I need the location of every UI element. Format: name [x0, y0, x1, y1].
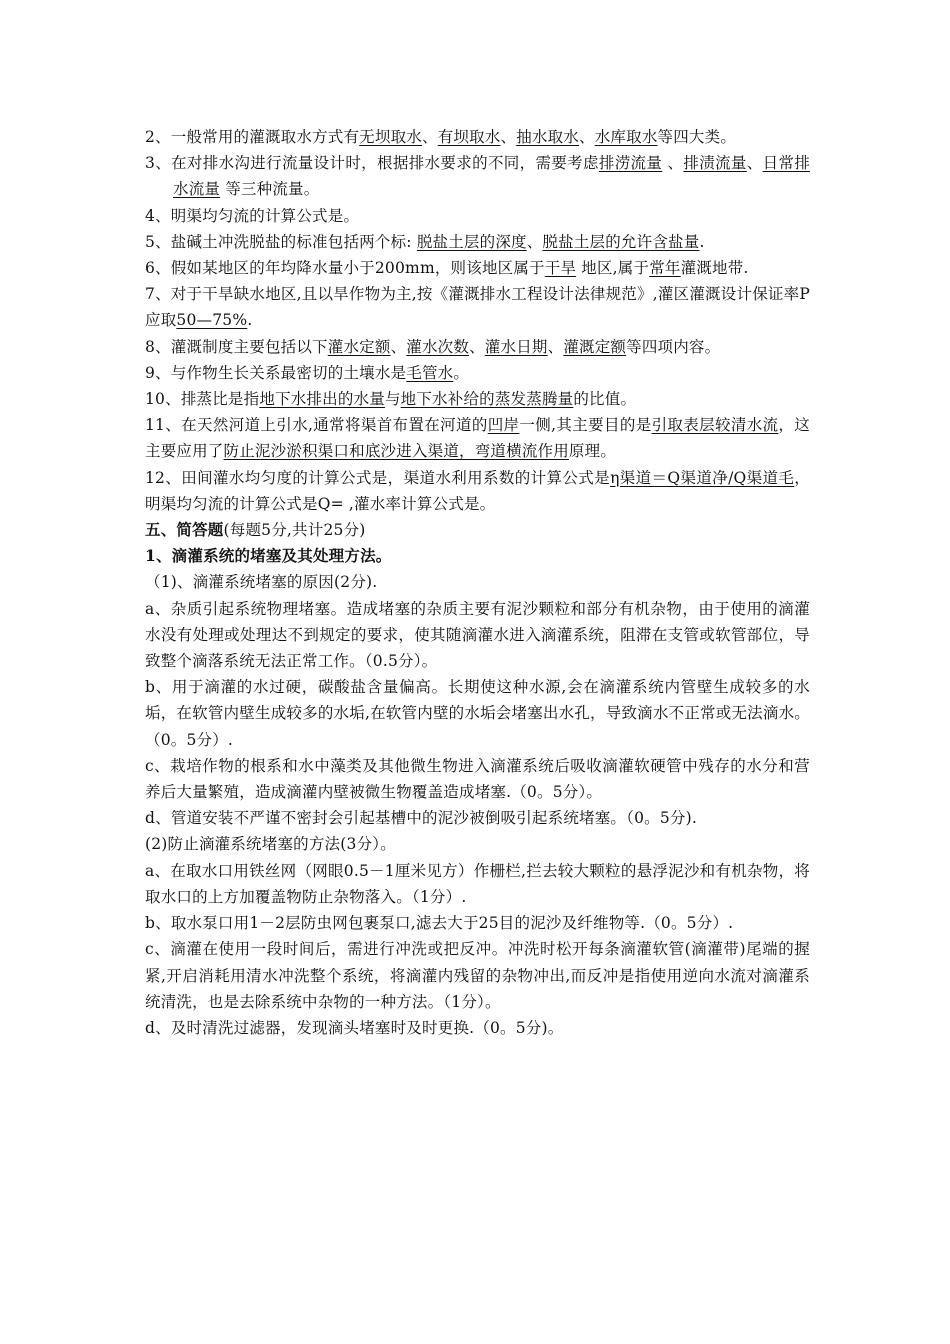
answer-blank: 排渍流量: [683, 154, 747, 173]
question-text: 4、明渠均匀流的计算公式是。: [145, 206, 360, 225]
question-text: .: [247, 311, 253, 330]
question-text: 一侧,其主要目的是: [519, 416, 652, 435]
section-five-title: 五、简答题: [145, 520, 224, 540]
question-text: 等三种流量。: [220, 180, 320, 199]
section-five-note: (每题5分,共计25分): [223, 521, 366, 540]
answer-blank: 50—75%: [176, 311, 248, 330]
answer-blank: 地下水补给的蒸发蒸腾量: [400, 390, 574, 409]
question-text: 11、在天然河道上引水,通常将渠首布置在河道的: [145, 416, 488, 435]
question-text: 8、灌溉制度主要包括以下: [145, 337, 328, 356]
q1-method-d: d、及时清洗过滤器，发现滴头堵塞时及时更换.（0。5分)。: [145, 1018, 564, 1037]
question-text: 原理。: [568, 442, 617, 461]
fill-in-item-q11: [145, 412, 810, 464]
answer-blank: η渠道＝Q渠道净/Q渠道毛: [610, 468, 795, 487]
q1-method-a: a、在取水口用铁丝网（网眼0.5－1厘米见方）作栅栏,拦去较大颗粒的悬浮泥沙和有机杂物，将取水口的上方加覆盖物防止杂物落入。（1分）.: [145, 861, 810, 906]
answer-blank: 脱盐土层的深度: [416, 232, 527, 251]
q1-method-heading: (2)防止滴灌系统堵塞的方法(3分）。: [145, 835, 396, 854]
q1-method-b: b、取水泵口用1－2层防虫网包裹泵口,滤去大于25目的泥沙及纤维物等.（0。5分）.: [145, 914, 734, 933]
question-text: 、: [579, 128, 595, 146]
fill-in-item-q6: [145, 255, 810, 281]
section-five-heading: [145, 517, 810, 543]
question-text: 5、盐碱土冲洗脱盐的标准包括两个标:: [145, 232, 417, 251]
q1-method-c: c、滴灌在使用一段时间后，需进行冲洗或把反冲。冲洗时松开每条滴灌软管(滴灌带)尾端的握紧,开启消耗用清水冲洗整个系统，将滴灌内残留的杂物冲出,而反冲是指使用逆向水流对滴灌系统清洗，也是去除系统中杂物的一种方法。（1分）。: [145, 940, 810, 1011]
question-text: 6、假如某地区的年均降水量小于200mm，则该地区属于: [145, 259, 545, 278]
answer-blank: 水库取水: [594, 128, 658, 146]
question-text: 地区,属于: [576, 259, 650, 278]
answer-blank: 抽水取水: [516, 128, 580, 146]
answer-blank: 毛管水: [406, 363, 454, 382]
question-text: 等四大类。: [657, 128, 737, 146]
answer-blank: 灌水次数: [406, 337, 470, 356]
fill-in-item-q4: [145, 203, 810, 229]
question-text: 10、排蒸比是指: [145, 390, 260, 409]
question-text: 、: [526, 232, 543, 251]
answer-blank: 灌水日期: [484, 337, 548, 356]
question-text: 12、田间灌水均匀度的计算公式是，渠道水利用系数的计算公式是: [145, 468, 611, 487]
answer-blank: 有坝取水: [437, 128, 501, 146]
question-text: 、: [547, 337, 564, 356]
question-text: 3、在对排水沟进行流量设计时，根据排水要求的不同，需要考虑: [145, 154, 599, 173]
question-text: 。: [453, 363, 470, 382]
answer-blank: 引取表层较清水流: [651, 416, 779, 435]
q1-cause-heading: （1)、滴灌系统堵塞的原因(2分).: [145, 573, 378, 592]
question-text: 、: [662, 154, 684, 173]
q1-cause-d: d、管道安装不严谨不密封会引起基槽中的泥沙被倒吸引起系统堵塞。（0。5分).: [145, 809, 697, 828]
fill-in-section: [145, 124, 810, 517]
question-text: 等四项内容。: [626, 337, 721, 356]
fill-in-item-q3: [145, 150, 810, 202]
q1-cause-c: c、栽培作物的根系和水中藻类及其他微生物进入滴灌系统后吸收滴灌软硬管中残存的水分和营养后大量繁殖，造成滴灌内壁被微生物覆盖造成堵塞.（0。5分）。: [145, 756, 810, 802]
question-text: 的比值。: [573, 390, 637, 409]
question-text: 灌溉地带.: [680, 259, 749, 278]
fill-in-item-q7: [145, 281, 810, 333]
fill-in-item-q9: [145, 360, 810, 386]
question-text: ，明渠均匀流的计算公式是Q= ,灌水率计算公式是。: [145, 468, 810, 513]
answer-blank: 无坝取水: [359, 128, 422, 146]
q1-cause-a: a、杂质引起系统物理堵塞。造成堵塞的杂质主要有泥沙颗粒和部分有机杂物，由于使用的滴灌水没有处理或处理达不到规定的要求，使其随滴灌水进入滴灌系统，阻滞在支管或软管部位，导致整个滴落系统无法正常工作。（0.5分）。: [145, 599, 810, 671]
question-text: 、: [390, 337, 407, 356]
answer-blank: 日常排水流量: [173, 154, 811, 199]
fill-in-item-q10: [145, 386, 810, 412]
question-text: .: [699, 232, 705, 251]
answer-blank: 干旱: [544, 259, 577, 278]
document-page: [145, 124, 810, 1041]
fill-in-item-q8: [145, 334, 810, 360]
answer-blank: 灌水定额: [327, 337, 391, 356]
question-text: 、: [746, 154, 763, 173]
answer-blank: 凹岸: [487, 416, 520, 435]
fill-in-item-q2: [145, 124, 810, 150]
question-one-title: 1、滴灌系统的堵塞及其处理方法。: [145, 546, 392, 566]
question-text: 、: [421, 128, 438, 146]
fill-in-item-q12: [145, 465, 810, 517]
question-text: 9、与作物生长关系最密切的土壤水是: [145, 363, 407, 382]
answer-blank: 地下水排出的水量: [259, 390, 385, 409]
question-text: 7、对于干旱缺水地区,且以旱作物为主,按《灌溉排水工程设计法律规范》,灌区灌溉设计保证率P应取: [145, 285, 810, 330]
answer-blank: 防止泥沙淤积渠口和底沙进入渠道，弯道横流作用: [223, 442, 569, 461]
question-text: 、: [469, 337, 485, 356]
fill-in-item-q5: [145, 229, 810, 255]
question-text: ，这主要应用了: [145, 416, 810, 461]
answer-blank: 脱盐土层的允许含盐量: [542, 232, 700, 251]
question-text: 与: [384, 390, 401, 409]
q1-cause-b: b、用于滴灌的水过硬，碳酸盐含量偏高。长期使这种水源,会在滴灌系统内管壁生成较多的水垢，在软管内壁生成较多的水垢,在软管内壁的水垢会堵塞出水孔，导致滴水不正常或无法滴水。（0。5分）.: [145, 678, 810, 749]
answer-blank: 灌溉定额: [563, 337, 627, 356]
answer-blank: 排涝流量: [598, 154, 663, 173]
question-text: 2、一般常用的灌溉取水方式有: [145, 128, 360, 146]
question-text: 、: [500, 128, 517, 146]
answer-blank: 常年: [649, 259, 681, 278]
